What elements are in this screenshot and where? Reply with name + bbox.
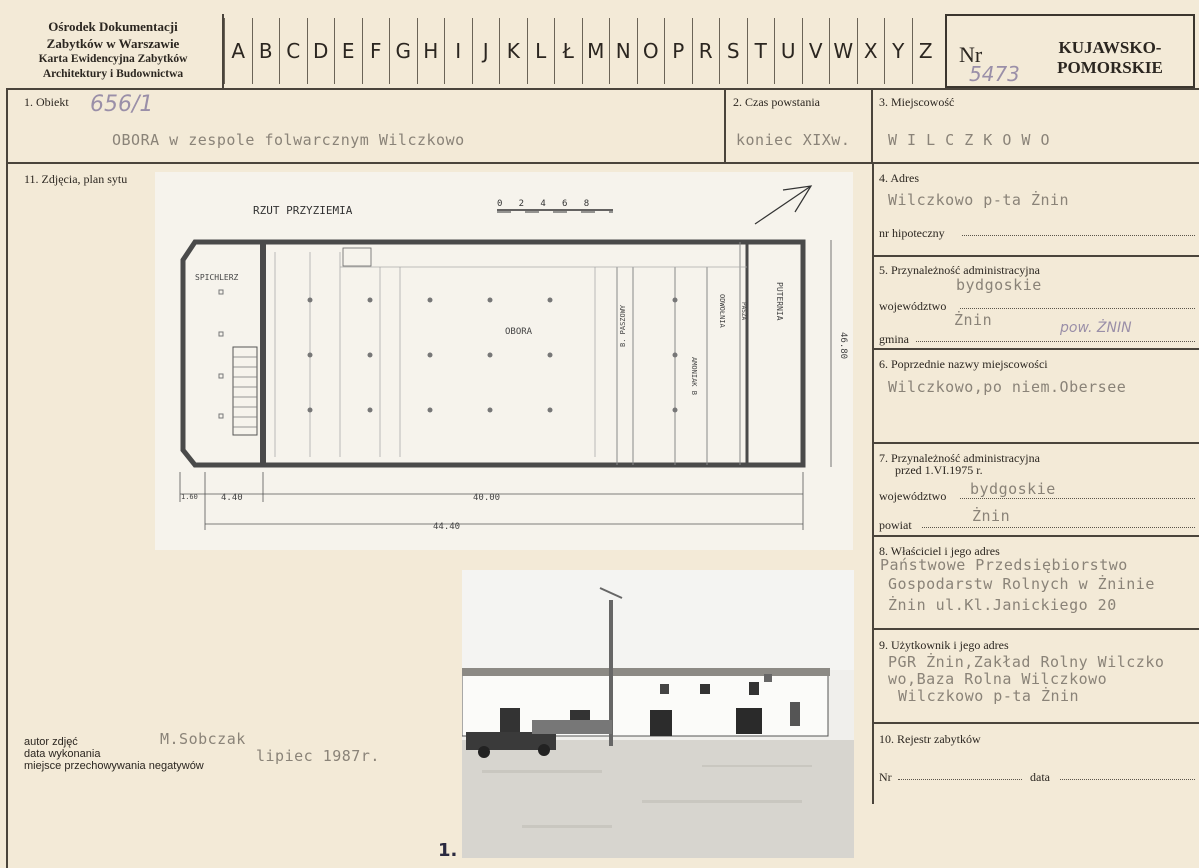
- alphabet-letter: O: [637, 18, 665, 84]
- mortgage-number-line: [962, 235, 1195, 236]
- alphabet-letter: C: [279, 18, 307, 84]
- divider: [724, 88, 726, 164]
- card-number-box: [945, 14, 1195, 88]
- divider: [872, 628, 1199, 630]
- owner-line: Żnin ul.Kl.Janickiego 20: [888, 596, 1117, 614]
- prev-names-label: 6. Poprzednie nazwy miejscowości: [879, 357, 1048, 371]
- negative-location-label: miejsce przechowywania negatywów: [24, 760, 204, 772]
- alphabet-letter: W: [829, 18, 857, 84]
- prev-names-value: Wilczkowo,po niem.Obersee: [888, 378, 1127, 396]
- user-line: Wilczkowo p-ta Żnin: [898, 687, 1080, 705]
- alphabet-letter: P: [664, 18, 692, 84]
- room-label: SPICHLERZ: [195, 273, 239, 282]
- mortgage-number-label: nr hipoteczny: [879, 226, 945, 240]
- dimension-label: 1.60: [181, 493, 198, 501]
- floor-plan-drawing: [155, 172, 853, 550]
- alphabet-letter: R: [692, 18, 720, 84]
- dimension-label: 44.40: [433, 522, 461, 532]
- admin-old-county-value: Żnin: [972, 507, 1011, 525]
- alphabet-letter: Z: [912, 18, 940, 84]
- photo-svg: [462, 570, 854, 858]
- divider: [6, 162, 8, 868]
- dimension-label: 4.40: [221, 493, 243, 503]
- alphabet-index: [224, 18, 939, 84]
- room-label: B. PASZOWY: [619, 304, 627, 347]
- admin-old-voivodeship-label: województwo: [879, 489, 947, 503]
- alphabet-letter: F: [362, 18, 390, 84]
- photo-date-value: lipiec 1987r.: [256, 747, 380, 765]
- address-value: Wilczkowo p-ta Żnin: [888, 191, 1070, 209]
- owner-line: Gospodarstw Rolnych w Żninie: [888, 575, 1155, 593]
- object-handwritten-id: 656/1: [90, 92, 154, 117]
- admin-old-county-line: [922, 527, 1195, 528]
- alphabet-letter: V: [802, 18, 830, 84]
- user-line: PGR Żnin,Zakład Rolny Wilczko: [888, 653, 1165, 671]
- admin-commune-line: [916, 341, 1195, 342]
- dimension-label: 46.80: [838, 332, 848, 360]
- photos-label: 11. Zdjęcia, plan sytu: [24, 172, 128, 186]
- divider: [872, 535, 1199, 537]
- plan-title: RZUT PRZYZIEMIA: [253, 204, 353, 217]
- divider: [872, 255, 1199, 257]
- admin-old-county-label: powiat: [879, 518, 912, 532]
- admin-commune-value: Żnin: [954, 311, 993, 329]
- admin-voivodeship-value: bydgoskie: [956, 276, 1042, 294]
- building-photo: [462, 570, 854, 858]
- alphabet-letter: X: [857, 18, 885, 84]
- alphabet-letter: N: [609, 18, 637, 84]
- admin-voivodeship-label: województwo: [879, 299, 947, 313]
- alphabet-letter: M: [582, 18, 610, 84]
- admin-old-label: 7. Przynależność administracyjna: [879, 451, 1040, 465]
- photo-author-value: M.Sobczak: [160, 730, 246, 748]
- divider: [6, 88, 8, 164]
- card-title-line: Karta Ewidencyjna Zabytków: [38, 53, 188, 65]
- address-label: 4. Adres: [879, 171, 919, 185]
- region-name: KUJAWSKO-POMORSKIE: [1057, 38, 1163, 77]
- dimension-label: 40.00: [473, 493, 501, 503]
- alphabet-letter: S: [719, 18, 747, 84]
- photo-date-label: data wykonania: [24, 748, 101, 760]
- room-label: ODWOŁNIA: [718, 294, 726, 328]
- card-title-line: Architektury i Budownictwa: [42, 68, 184, 80]
- divider: [872, 722, 1199, 724]
- owner-label: 8. Właściciel i jego adres: [879, 544, 1000, 558]
- place-value: W I L C Z K O W O: [888, 131, 1051, 149]
- object-value: OBORA w zespole folwarcznym Wilczkowo: [112, 131, 465, 149]
- register-date-label: data: [1030, 770, 1050, 784]
- frame-number: 1.: [438, 840, 458, 861]
- nr-value: 5473: [969, 62, 1020, 86]
- time-value: koniec XIXw.: [736, 131, 851, 149]
- divider: [6, 88, 1199, 90]
- alphabet-letter: T: [747, 18, 775, 84]
- north-arrow-icon: [755, 186, 811, 224]
- alphabet-letter: K: [499, 18, 527, 84]
- owner-line: Państwowe Przedsiębiorstwo: [880, 556, 1128, 574]
- admin-commune-label: gmina: [879, 332, 909, 346]
- institution-line: Zabytków w Warszawie: [46, 36, 180, 51]
- object-label: 1. Obiekt: [24, 95, 69, 109]
- room-label: PUTERNIA: [775, 282, 784, 321]
- alphabet-letter: D: [307, 18, 335, 84]
- alphabet-letter: G: [389, 18, 417, 84]
- alphabet-letter: J: [472, 18, 500, 84]
- alphabet-letter: E: [334, 18, 362, 84]
- time-label: 2. Czas powstania: [733, 95, 820, 109]
- nr-label: Nr: [959, 42, 983, 67]
- divider: [6, 162, 1199, 164]
- divider: [872, 162, 874, 804]
- room-label: PASZA: [740, 302, 747, 321]
- institution-line: Ośrodek Dokumentacji: [48, 19, 178, 34]
- register-label: 10. Rejestr zabytków: [879, 732, 981, 746]
- alphabet-letter: U: [774, 18, 802, 84]
- admin-voivodeship-line: [960, 308, 1195, 309]
- divider: [872, 348, 1199, 350]
- admin-label: 5. Przynależność administracyjna: [879, 263, 1040, 277]
- alphabet-letter: L: [527, 18, 555, 84]
- alphabet-letter: H: [417, 18, 445, 84]
- alphabet-letter: Y: [884, 18, 912, 84]
- place-label: 3. Miejscowość: [879, 95, 955, 109]
- alphabet-letter: Ł: [554, 18, 582, 84]
- room-label: AMONIAK B: [690, 357, 698, 395]
- alphabet-letter: B: [252, 18, 280, 84]
- photo-author-label: autor zdjęć: [24, 736, 78, 748]
- user-label: 9. Użytkownik i jego adres: [879, 638, 1009, 652]
- alphabet-letter: I: [444, 18, 472, 84]
- divider: [872, 442, 1199, 444]
- register-date-line: [1060, 779, 1195, 780]
- admin-old-voivodeship-value: bydgoskie: [970, 480, 1056, 498]
- floor-plan-svg: [155, 172, 853, 550]
- alphabet-letter: A: [224, 18, 252, 84]
- room-label: OBORA: [505, 327, 533, 337]
- admin-old-voivodeship-line: [960, 498, 1195, 499]
- admin-old-date-label: przed 1.VI.1975 r.: [895, 463, 983, 477]
- register-number-label: Nr: [879, 770, 892, 784]
- admin-commune-note: pow. ŻNIN: [1060, 320, 1132, 336]
- register-number-line: [898, 779, 1022, 780]
- plan-scale: 0 2 4 6 8: [497, 199, 590, 209]
- user-line: wo,Baza Rolna Wilczkowo: [888, 670, 1108, 688]
- divider: [871, 88, 873, 164]
- institution-header: [8, 18, 218, 82]
